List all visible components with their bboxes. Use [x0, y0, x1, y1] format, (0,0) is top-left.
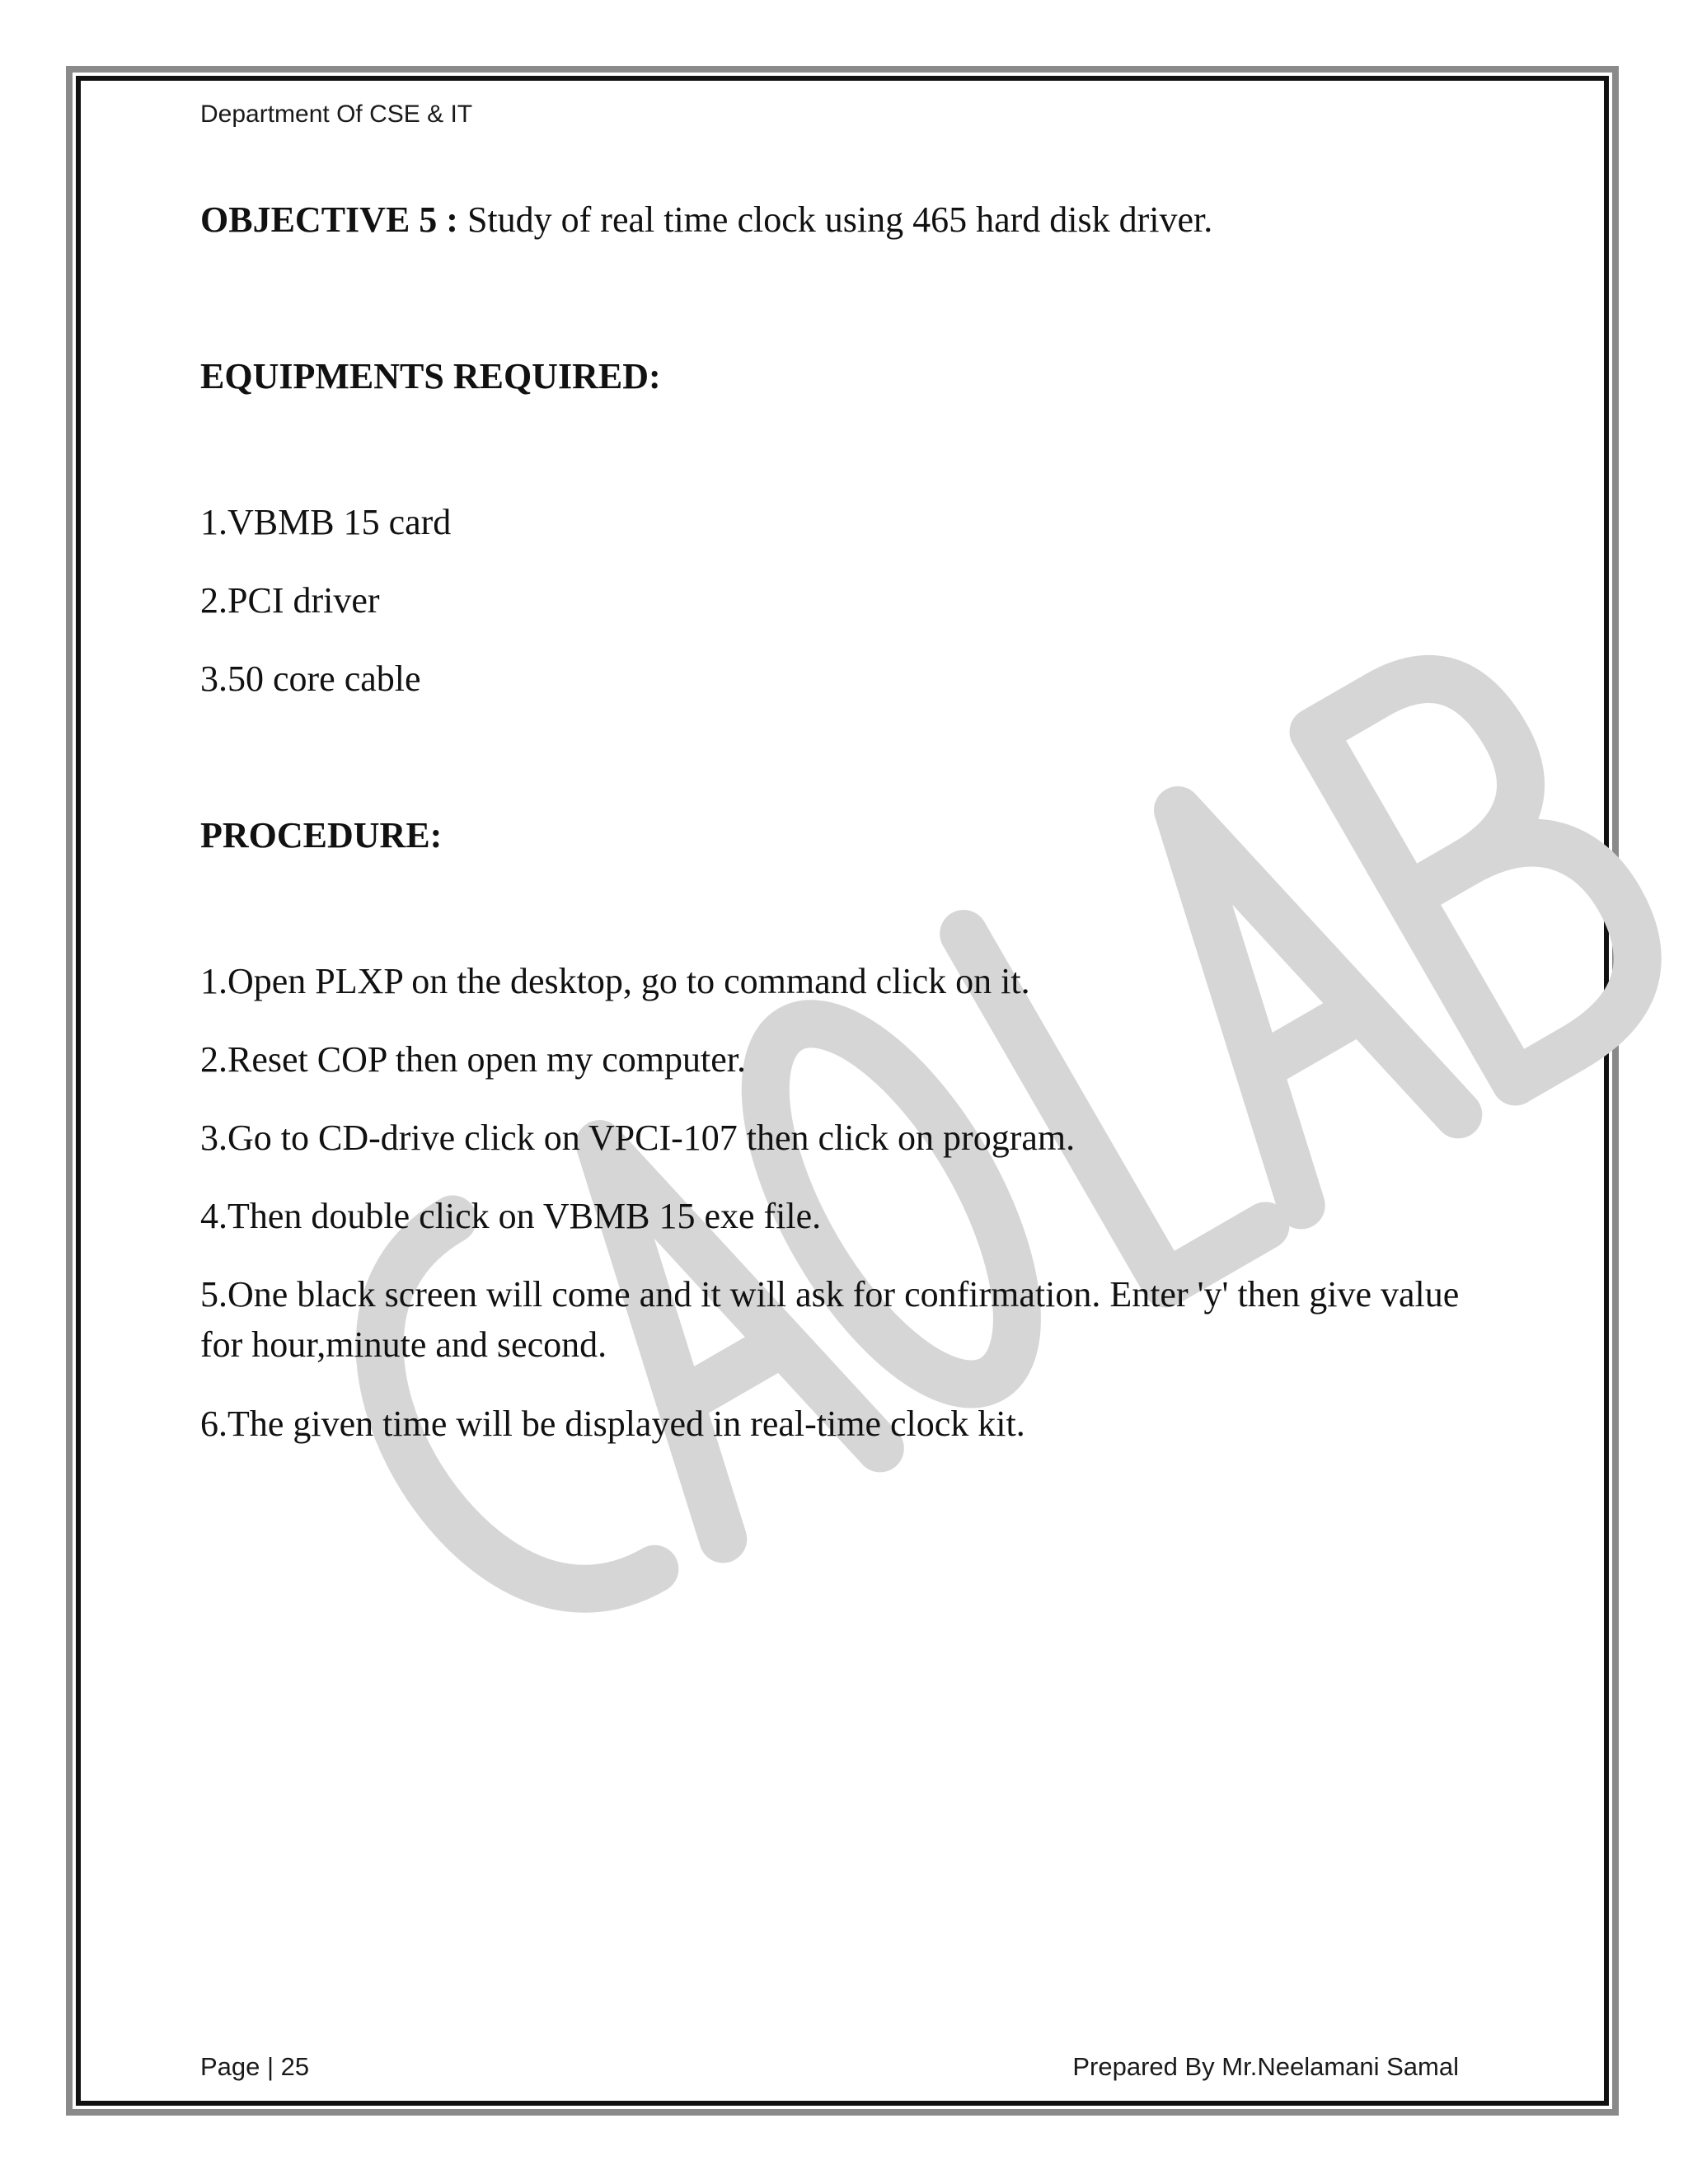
objective-line — [200, 195, 1212, 246]
author-credit: Prepared By Mr.Neelamani Samal — [1072, 2052, 1459, 2081]
equipments-heading: EQUIPMENTS REQUIRED: — [200, 356, 661, 396]
procedure-step: 3.Go to CD-drive click on VPCI-107 then click on program. — [200, 1118, 1076, 1158]
procedure-heading: PROCEDURE: — [200, 815, 443, 855]
objective-text: Study of real time clock using 465 hard disk driver. — [457, 199, 1213, 240]
equipment-item: 1.VBMB 15 card — [200, 502, 452, 542]
procedure-step: 6.The given time will be displayed in real-time clock kit. — [200, 1404, 1025, 1444]
procedure-step: 2.Reset COP then open my computer. — [200, 1039, 746, 1080]
department-header: Department Of CSE & IT — [200, 101, 473, 128]
equipment-item: 3.50 core cable — [200, 658, 421, 699]
procedure-step: 5.One black screen will come and it will ask for confirmation. Enter 'y' then give value for hour,minute and second. — [200, 1274, 1460, 1365]
procedure-step: 4.Then double click on VBMB 15 exe file. — [200, 1196, 822, 1236]
page-number: Page | 25 — [200, 2052, 310, 2081]
objective-label: OBJECTIVE 5 : — [200, 199, 458, 240]
procedure-step: 1.Open PLXP on the desktop, go to command click on it. — [200, 961, 1030, 1001]
equipment-item: 2.PCI driver — [200, 580, 380, 621]
